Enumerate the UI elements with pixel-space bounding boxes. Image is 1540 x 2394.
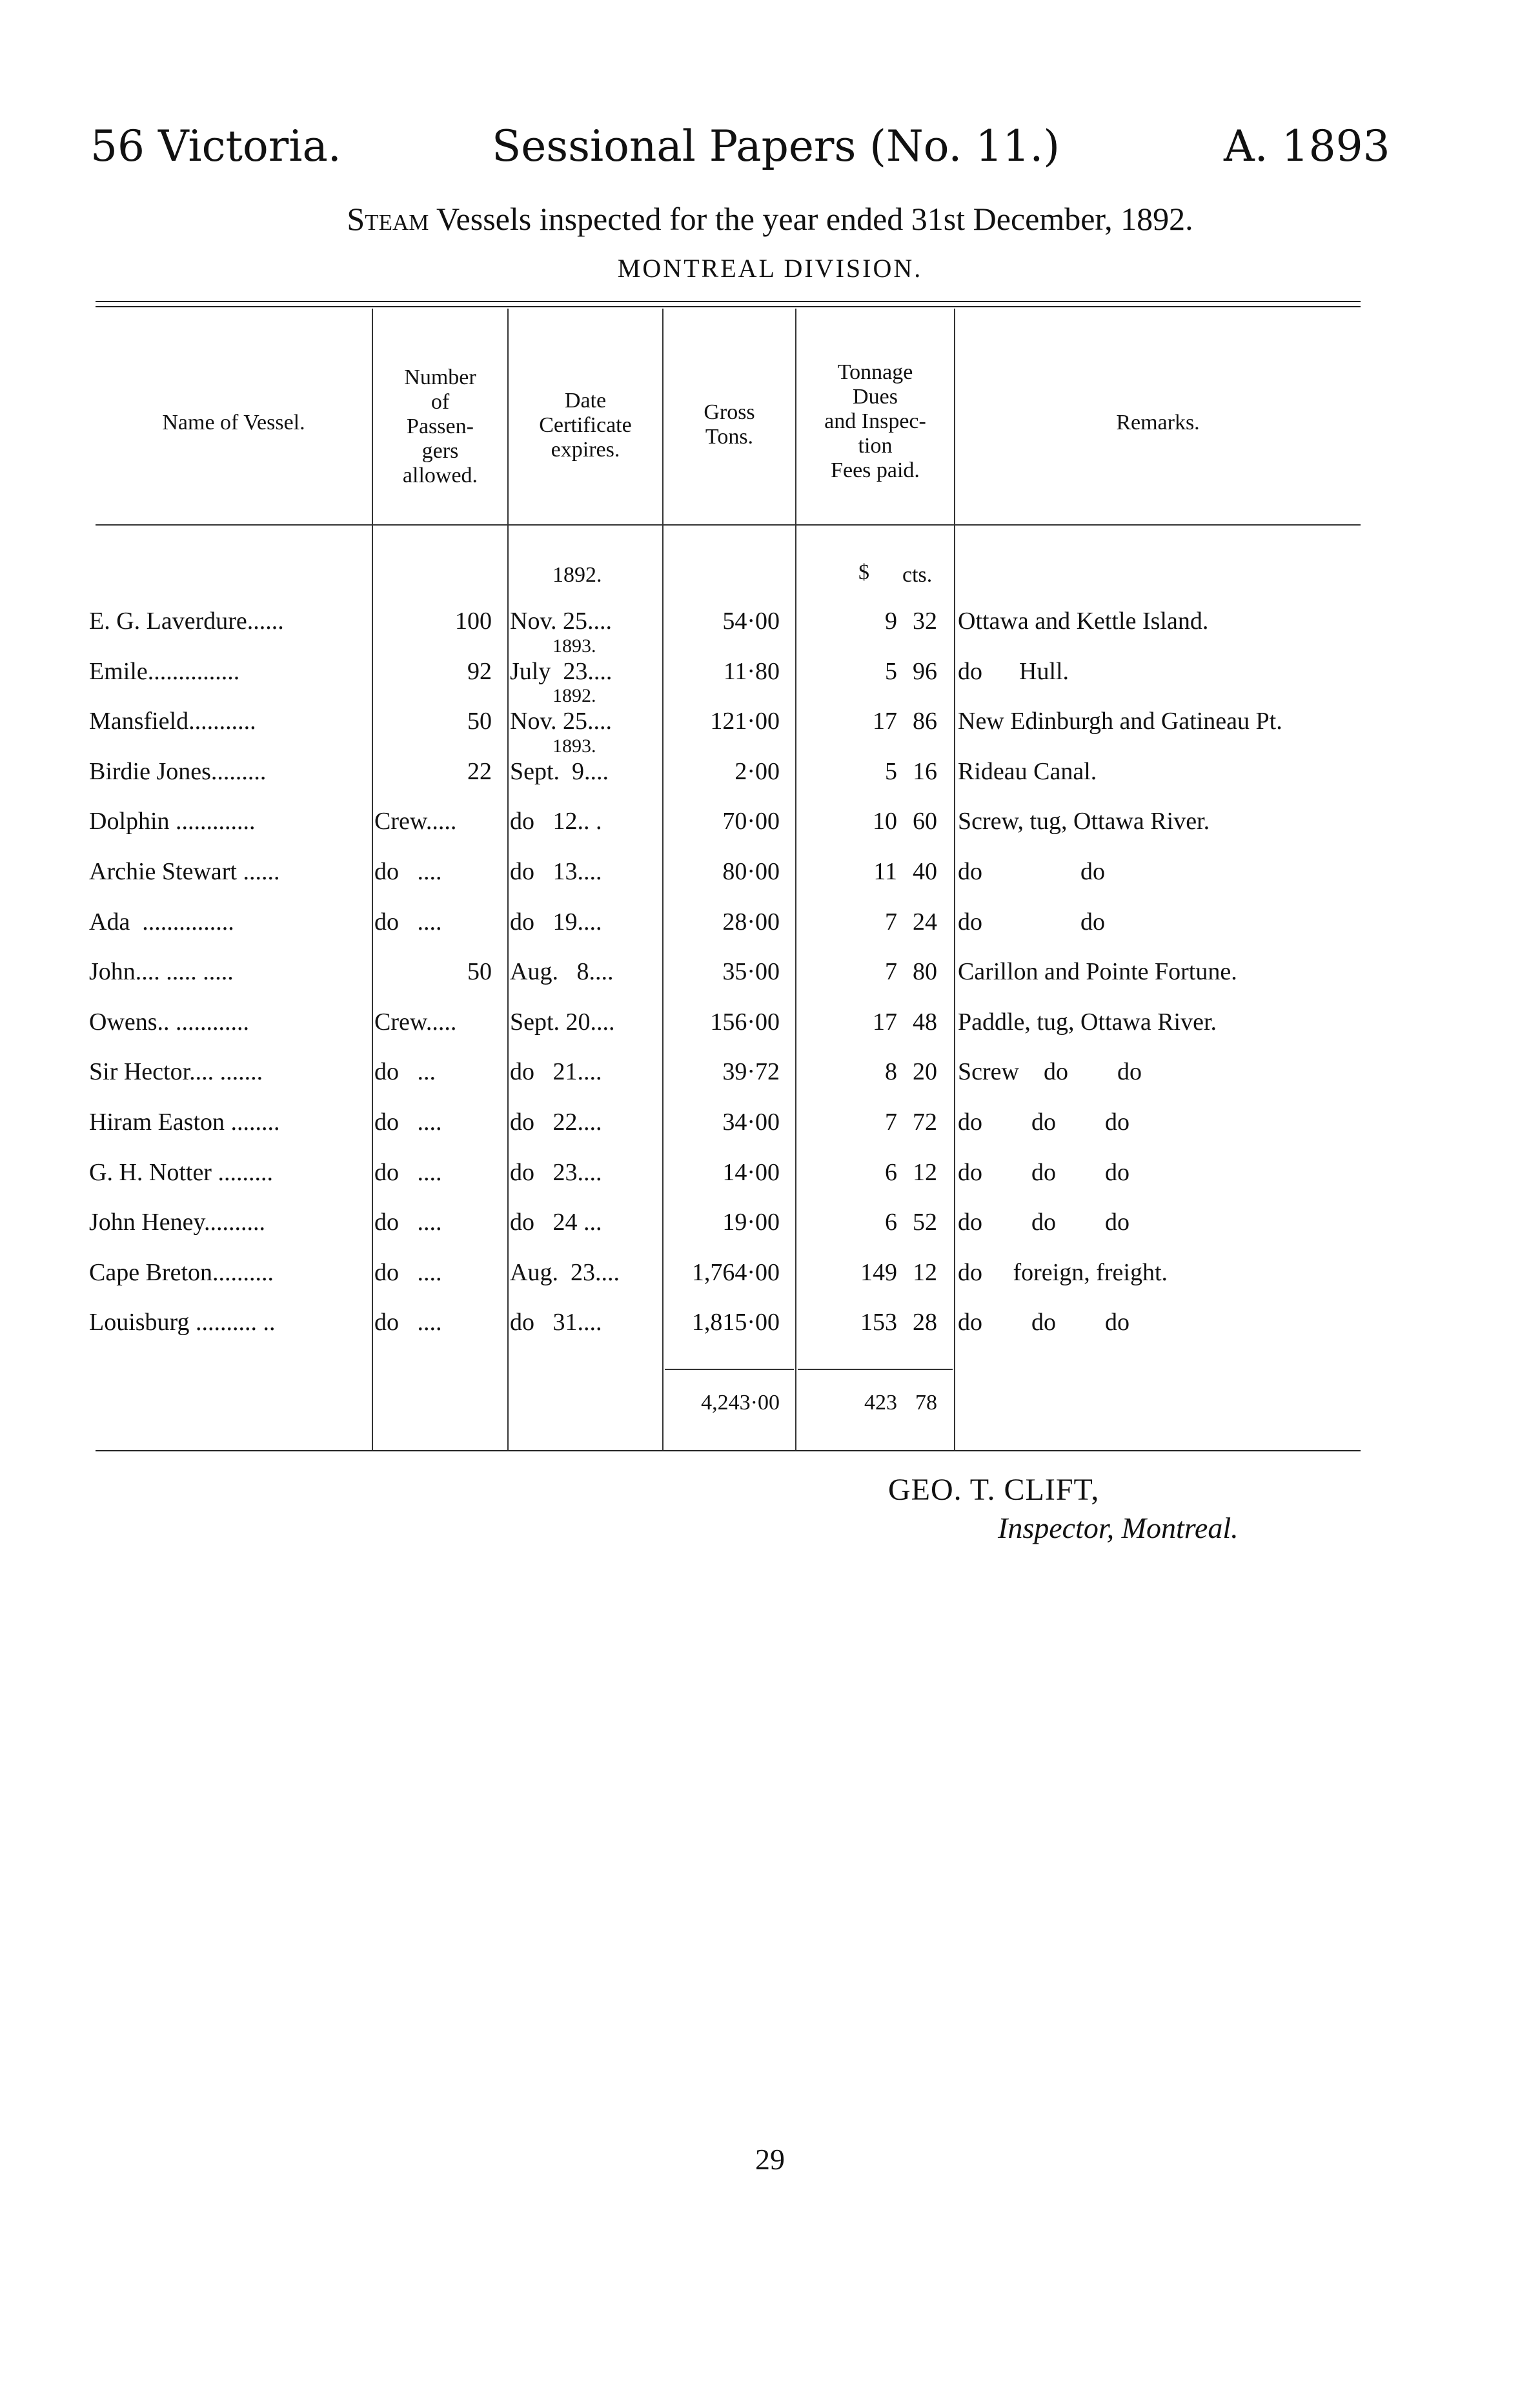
- remarks: Carillon and Pointe Fortune.: [958, 958, 1237, 985]
- remarks: Screw, tug, Ottawa River.: [958, 808, 1210, 835]
- gross-tons: 70·00: [722, 808, 780, 835]
- fees-cents: 20: [913, 1058, 937, 1085]
- subheader-year: 1892.: [552, 563, 602, 587]
- passengers-allowed: Crew.....: [374, 1008, 457, 1036]
- remarks: do do: [958, 908, 1105, 936]
- fees-dollars: 17: [873, 1008, 897, 1036]
- vessel-name: Archie Stewart ......: [89, 858, 280, 885]
- table-title-lead: Steam: [347, 201, 429, 237]
- fees-cents: 72: [913, 1109, 937, 1136]
- vessel-name: John Heney..........: [89, 1209, 265, 1236]
- gross-tons: 121·00: [710, 708, 780, 735]
- running-header-series: Sessional Papers (No. 11.): [492, 121, 1060, 171]
- gross-tons: 11·80: [723, 658, 780, 685]
- passengers-allowed: Crew.....: [374, 808, 457, 835]
- col-head-tonnage: Tonnage Dues and Inspec- tion Fees paid.: [824, 360, 926, 482]
- fees-dollars: 9: [885, 608, 897, 635]
- vessel-name: Emile...............: [89, 658, 240, 685]
- passengers-allowed: do ....: [374, 908, 442, 936]
- fees-total-rule: [798, 1369, 953, 1370]
- fees-cents: 96: [913, 658, 937, 685]
- column-divider-3: [662, 309, 664, 1450]
- fees-cents: 60: [913, 808, 937, 835]
- fees-cents: 52: [913, 1209, 937, 1236]
- gross-total-rule: [665, 1369, 794, 1370]
- fees-cents: 48: [913, 1008, 937, 1036]
- table-title: [0, 200, 1540, 238]
- vessel-name: Ada ...............: [89, 908, 234, 936]
- fees-cents: 24: [913, 908, 937, 936]
- year-note: 1893.: [552, 635, 596, 657]
- year-note: 1892.: [552, 685, 596, 706]
- year-note: 1893.: [552, 735, 596, 757]
- division-heading: MONTREAL DIVISION.: [617, 254, 923, 283]
- passengers-allowed: do ....: [374, 1109, 442, 1136]
- fees-dollars: 7: [885, 1109, 897, 1136]
- table-bottom-rule: [96, 1450, 1361, 1451]
- certificate-expiry: do 24 ...: [510, 1209, 602, 1236]
- passengers-allowed: 50: [467, 958, 492, 985]
- col-head-passengers: Number of Passen- gers allowed.: [402, 365, 478, 487]
- vessel-name: Birdie Jones.........: [89, 758, 267, 785]
- fees-cents: 80: [913, 958, 937, 985]
- remarks: Ottawa and Kettle Island.: [958, 608, 1209, 635]
- gross-tons: 1,764·00: [691, 1259, 780, 1286]
- table-top-rule: [96, 301, 1361, 302]
- certificate-expiry: Aug. 23....: [510, 1259, 620, 1286]
- gross-tons: 2·00: [735, 758, 780, 785]
- col-head-date: Date Certificate expires.: [539, 389, 632, 462]
- col-head-remarks: Remarks.: [1116, 411, 1200, 435]
- col-head-gross: Gross Tons.: [704, 400, 755, 449]
- running-header-volume: 56 Victoria.: [90, 121, 341, 171]
- fees-dollars: 153: [860, 1309, 897, 1336]
- remarks: do do do: [958, 1309, 1130, 1336]
- total-gross-tons: 4,243·00: [701, 1391, 780, 1415]
- certificate-expiry: do 12.. .: [510, 808, 602, 835]
- vessel-name: Owens.. ............: [89, 1008, 250, 1036]
- fees-cents: 40: [913, 858, 937, 885]
- fees-cents: 86: [913, 708, 937, 735]
- vessel-name: E. G. Laverdure......: [89, 608, 284, 635]
- fees-cents: 28: [913, 1309, 937, 1336]
- remarks: do Hull.: [958, 658, 1069, 685]
- passengers-allowed: 100: [455, 608, 492, 635]
- inspector-title: Inspector, Montreal.: [998, 1511, 1239, 1544]
- subheader-cents: cts.: [902, 563, 933, 587]
- remarks: Screw do do: [958, 1058, 1142, 1085]
- vessel-name: Cape Breton..........: [89, 1259, 274, 1286]
- remarks: Rideau Canal.: [958, 758, 1097, 785]
- gross-tons: 28·00: [722, 908, 780, 936]
- vessel-name: Dolphin .............: [89, 808, 256, 835]
- gross-tons: 54·00: [722, 608, 780, 635]
- certificate-expiry: do 22....: [510, 1109, 602, 1136]
- passengers-allowed: do ....: [374, 1209, 442, 1236]
- passengers-allowed: do ....: [374, 1309, 442, 1336]
- gross-tons: 80·00: [722, 858, 780, 885]
- fees-cents: 12: [913, 1159, 937, 1186]
- remarks: do do do: [958, 1209, 1130, 1236]
- certificate-expiry: July 23....: [510, 658, 613, 685]
- passengers-allowed: do ....: [374, 1159, 442, 1186]
- fees-dollars: 6: [885, 1159, 897, 1186]
- gross-tons: 39·72: [722, 1058, 780, 1085]
- table-title-rest: Vessels inspected for the year ended 31st December, 1892.: [429, 201, 1193, 237]
- column-divider-5: [954, 309, 955, 1450]
- header-separator: [96, 524, 1361, 526]
- table-top-rule-2: [96, 306, 1361, 307]
- total-dollars: 423: [864, 1391, 897, 1415]
- page-number: 29: [755, 2143, 785, 2176]
- certificate-expiry: Aug. 8....: [510, 958, 614, 985]
- fees-dollars: 11: [873, 858, 897, 885]
- fees-dollars: 149: [860, 1259, 897, 1286]
- fees-dollars: 5: [885, 758, 897, 785]
- passengers-allowed: do ....: [374, 858, 442, 885]
- certificate-expiry: do 31....: [510, 1309, 602, 1336]
- fees-dollars: 7: [885, 958, 897, 985]
- fees-dollars: 17: [873, 708, 897, 735]
- vessel-name: John.... ..... .....: [89, 958, 234, 985]
- col-head-name: Name of Vessel.: [162, 411, 305, 435]
- fees-cents: 16: [913, 758, 937, 785]
- remarks: Paddle, tug, Ottawa River.: [958, 1008, 1217, 1036]
- remarks: do do do: [958, 1109, 1130, 1136]
- certificate-expiry: do 21....: [510, 1058, 602, 1085]
- passengers-allowed: 92: [467, 658, 492, 685]
- vessel-name: Hiram Easton ........: [89, 1109, 280, 1136]
- fees-cents: 12: [913, 1259, 937, 1286]
- fees-dollars: 8: [885, 1058, 897, 1085]
- passengers-allowed: do ....: [374, 1259, 442, 1286]
- remarks: do do: [958, 858, 1105, 885]
- vessel-name: Sir Hector.... .......: [89, 1058, 263, 1085]
- remarks: do foreign, freight.: [958, 1259, 1168, 1286]
- gross-tons: 14·00: [722, 1159, 780, 1186]
- gross-tons: 156·00: [710, 1008, 780, 1036]
- vessel-name: Mansfield...........: [89, 708, 256, 735]
- fees-dollars: 10: [873, 808, 897, 835]
- subheader-dollar-sign: $: [858, 560, 869, 584]
- total-cents: 78: [915, 1391, 937, 1415]
- gross-tons: 19·00: [722, 1209, 780, 1236]
- gross-tons: 1,815·00: [691, 1309, 780, 1336]
- certificate-expiry: Sept. 20....: [510, 1008, 615, 1036]
- gross-tons: 35·00: [722, 958, 780, 985]
- remarks: do do do: [958, 1159, 1130, 1186]
- certificate-expiry: do 13....: [510, 858, 602, 885]
- passengers-allowed: 22: [467, 758, 492, 785]
- fees-cents: 32: [913, 608, 937, 635]
- passengers-allowed: do ...: [374, 1058, 436, 1085]
- certificate-expiry: Sept. 9....: [510, 758, 609, 785]
- certificate-expiry: Nov. 25....: [510, 708, 612, 735]
- passengers-allowed: 50: [467, 708, 492, 735]
- fees-dollars: 7: [885, 908, 897, 936]
- vessel-name: Louisburg .......... ..: [89, 1309, 276, 1336]
- fees-dollars: 5: [885, 658, 897, 685]
- vessel-name: G. H. Notter .........: [89, 1159, 273, 1186]
- fees-dollars: 6: [885, 1209, 897, 1236]
- certificate-expiry: do 19....: [510, 908, 602, 936]
- inspector-name: GEO. T. CLIFT,: [888, 1473, 1100, 1507]
- certificate-expiry: Nov. 25....: [510, 608, 612, 635]
- running-header-year: A. 1893: [1224, 121, 1390, 171]
- certificate-expiry: do 23....: [510, 1159, 602, 1186]
- column-divider-2: [507, 309, 509, 1450]
- remarks: New Edinburgh and Gatineau Pt.: [958, 708, 1282, 735]
- gross-tons: 34·00: [722, 1109, 780, 1136]
